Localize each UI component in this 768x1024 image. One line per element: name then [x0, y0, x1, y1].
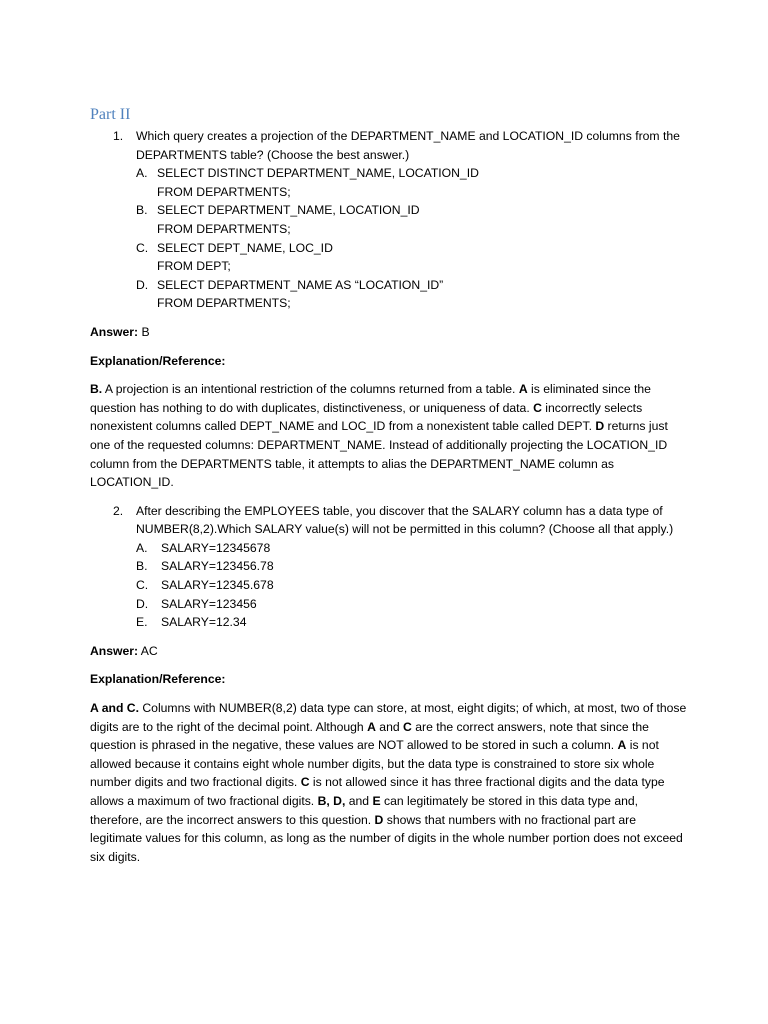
option-line-2: FROM DEPARTMENTS; [157, 221, 291, 236]
explanation-bold: B. [90, 382, 103, 397]
option-line-2: FROM DEPARTMENTS; [157, 296, 291, 311]
question-number: 2. [113, 503, 124, 518]
explanation-text: is not allowed since it has three fractional digits and the data type allows a maximum of two fractional digits. [90, 775, 665, 808]
explanation-bold: B, D, [317, 794, 346, 808]
option-letter: C. [136, 240, 149, 255]
question-2-options [90, 539, 690, 632]
option-c [136, 239, 690, 276]
answer-line [90, 323, 690, 342]
explanation-text: is eliminated since the question has nothing to do with duplicates, distinctiveness, or uniqueness of data. [90, 382, 651, 415]
option-value: SALARY=12345678 [161, 540, 271, 555]
explanation-bold: D [374, 812, 384, 827]
question-text: After describing the EMPLOYEES table, you discover that the SALARY column has a data type of NUMBER(8,2).Which SALARY value(s) will not be permitted in this column? (Choose all that apply.) [136, 503, 674, 537]
option-line-1: SELECT DEPT_NAME, LOC_ID [157, 240, 333, 255]
option-value: SALARY=12.34 [161, 615, 247, 630]
option-line-1: SELECT DEPARTMENT_NAME, LOCATION_ID [157, 203, 420, 218]
option-a [136, 539, 690, 558]
option-e [136, 613, 690, 632]
explanation-text: is not allowed because it contains eight whole number digits, but the data type is constrained to store six whole number digits and two fractional digits. [90, 738, 659, 790]
option-letter: D. [136, 596, 149, 611]
explanation-text: can legitimately be stored in this data type and, therefore, are the incorrect answers to this question. [90, 794, 639, 827]
explanation-paragraph [90, 699, 690, 866]
option-value: SALARY=12345.678 [161, 578, 274, 593]
question-1 [90, 127, 690, 164]
option-value: SALARY=123456 [161, 596, 257, 611]
option-letter: A. [136, 166, 148, 181]
explanation-label: Explanation/Reference: [90, 672, 226, 687]
explanation-label: Explanation/Reference: [90, 353, 226, 368]
explanation-text: are the correct answers, note that since the question is phrased in the negative, these values are NOT allowed to be stored in such a column. [90, 719, 649, 753]
option-d [136, 595, 690, 614]
option-c [136, 576, 690, 595]
option-letter: B. [136, 559, 148, 574]
option-line-1: SELECT DEPARTMENT_NAME AS “LOCATION_ID” [157, 277, 444, 292]
answer-label: Answer: [90, 324, 139, 339]
explanation-text: incorrectly selects nonexistent columns called DEPT_NAME and LOC_ID from a nonexistent table called DEPT. [90, 400, 643, 434]
answer-label: Answer: [90, 643, 139, 658]
question-number: 1. [113, 129, 124, 143]
question-2 [90, 502, 690, 539]
explanation-bold: A [617, 738, 627, 753]
answer-line [90, 642, 690, 661]
explanation-bold: A [518, 382, 528, 397]
document-page [90, 104, 690, 866]
option-value: SALARY=123456.78 [161, 559, 274, 574]
section-heading: Part II [90, 106, 131, 123]
answer-value: AC [138, 643, 158, 658]
explanation-bold: A and C. [90, 701, 139, 716]
explanation-text: returns just one of the requested columns: DEPARTMENT_NAME. Instead of additionally projecting the LOCATION_ID column from the DEPARTMENTS table, it attempts to alias the DEPARTMENT_NAME column as LOCATION_ID. [90, 419, 668, 490]
option-letter: A. [136, 540, 148, 555]
explanation-bold: A [367, 719, 376, 734]
option-line-1: SELECT DISTINCT DEPARTMENT_NAME, LOCATION_ID [157, 166, 479, 181]
option-d [136, 276, 690, 313]
explanation-paragraph [90, 380, 690, 492]
explanation-bold: E [372, 794, 381, 808]
option-letter: D. [136, 277, 149, 292]
option-line-2: FROM DEPARTMENTS; [157, 184, 291, 199]
explanation-text: shows that numbers with no fractional part are legitimate values for this column, as long as the number of digits in the whole number portion does not exceed six digits. [90, 812, 683, 864]
explanation-bold: D [595, 419, 605, 434]
option-b [136, 201, 690, 238]
question-text: Which query creates a projection of the DEPARTMENT_NAME and LOCATION_ID columns from the DEPARTMENTS table? (Choose the best answer.) [136, 129, 680, 162]
explanation-text: and [375, 719, 404, 734]
option-letter: B. [136, 203, 148, 218]
option-letter: E. [136, 615, 148, 630]
explanation-text: and [345, 794, 373, 808]
explanation-text: A projection is an intentional restriction of the columns returned from a table. [102, 382, 519, 397]
explanation-text: Columns with NUMBER(8,2) data type can store, at most, eight digits; of which, at most, two of those digits are to the right of the decimal point. Although [90, 701, 687, 734]
explanation-bold: C [403, 719, 412, 734]
answer-value: B [138, 324, 150, 339]
option-line-2: FROM DEPT; [157, 259, 231, 274]
option-a [136, 164, 690, 201]
explanation-bold: C [300, 775, 310, 790]
option-letter: C. [136, 578, 149, 593]
question-1-options [90, 164, 690, 313]
explanation-bold: C [533, 400, 542, 415]
option-b [136, 557, 690, 576]
